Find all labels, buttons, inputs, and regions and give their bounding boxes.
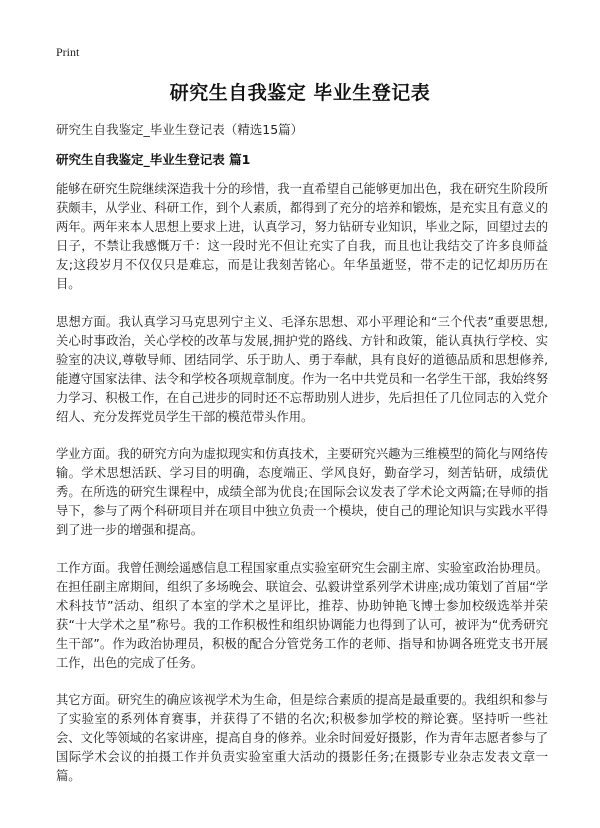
section-heading: 研究生自我鉴定_毕业生登记表 篇1 xyxy=(56,152,251,167)
print-link[interactable]: Print xyxy=(56,45,80,59)
document-subtitle: 研究生自我鉴定_毕业生登记表（精选15篇） xyxy=(56,122,304,137)
paragraph-thought: 思想方面。我认真学习马克思列宁主义、毛泽东思想、邓小平理论和“三个代表”重要思想,关心时事政治，关心学校的改革与发展,拥护党的路线、方针和政策，能认真执行学校、实验室的决议,尊敬导师、团结同学、乐于助人、勇于奉献，具有良好的道德品质和思想修养,能遵守国家法律、法令和学校各项规章制度。作为一名中共党员和一名学生干部，我始终努力学习、积极工作，在自己进步的同时还不忘帮助别人进步，先后担任了几位同志的入党介绍人、充分发挥党员学生干部的模范带头作用。 xyxy=(56,314,548,424)
paragraph-other: 其它方面。研究生的确应该视学术为生命，但是综合素质的提高是最重要的。我组织和参与了实验室的系列体育赛事，并获得了不错的名次;积极参加学校的辩论赛。坚持听一些社会、文化等领域的名家讲座，提高自身的修养。业余时间爱好摄影，作为青年志愿者参与了国际学术会议的拍摄工作并负责实验室重大活动的摄影任务;在摄影专业杂志发表文章一篇。 xyxy=(56,693,548,783)
paragraph-intro: 能够在研究生院继续深造我十分的珍惜，我一直希望自己能够更加出色，我在研究生阶段所获颇丰，从学业、科研工作，到个人素质，都得到了充分的培养和锻炼，是充实且有意义的两年。两年来本人思想上要求上进，认真学习，努力钻研专业知识，毕业之际，回望过去的日子，不禁让我感慨万千：这一段时光不但让充实了自我，而且也让我结交了许多良师益友;这段岁月不仅仅只是难忘，而是让我刻苦铭心。年华虽逝竖，带不走的记忆却历历在目。 xyxy=(56,182,548,291)
page-title: 研究生自我鉴定 毕业生登记表 xyxy=(169,82,431,104)
paragraph-work: 工作方面。我曾任测绘遥感信息工程国家重点实验室研究生会副主席、实验室政治协理员。在担任副主席期间，组织了多场晚会、联谊会、弘毅讲堂系列学术讲座;成功策划了首届“学术科技节”活动、组织了本室的学术之星评比，推荐、协助钟艳飞博士参加校级选举并荣获“十大学术之星”称号。我的工作积极性和组织协调能力也得到了认可，被评为“优秀研究生干部”。作为政治协理员，积极的配合分管党务工作的老师、指导和协调各班党支书开展工作，出色的完成了任务。 xyxy=(56,560,548,670)
document-body xyxy=(56,180,548,805)
paragraph-study: 学业方面。我的研究方向为虚拟现实和仿真技术，主要研究兴趣为三维模型的简化与网络传输。学术思想活跃、学习目的明确，态度端正、学风良好，勤奋学习，刻苦钻研，成绩优秀。在所选的研究生课程中，成绩全部为优良;在国际会议发表了学术论文两篇;在导师的指导下，参与了两个科研项目并在项目中独立负责一个模块，使自己的理论知识与实践水平得到了进一步的增强和提高。 xyxy=(56,447,548,537)
